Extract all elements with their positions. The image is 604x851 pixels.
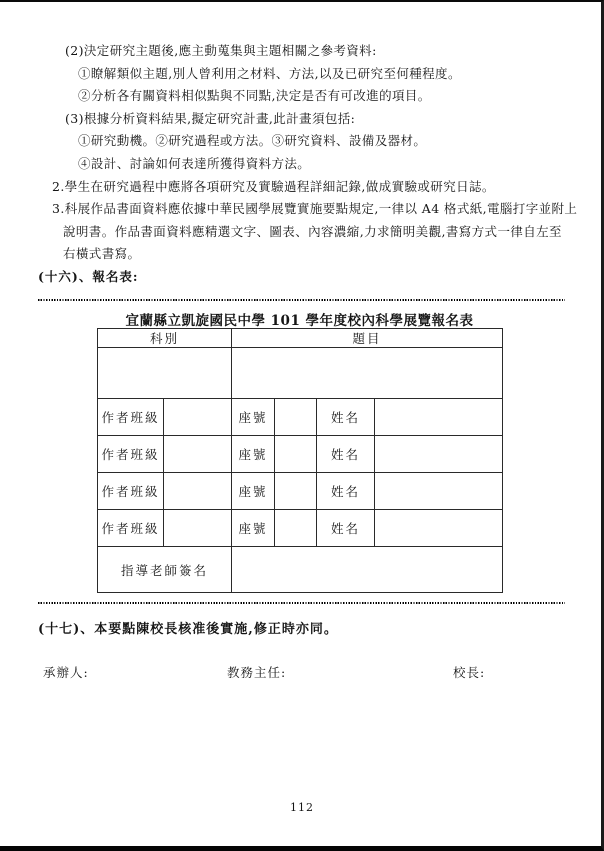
section16-heading: (十六)、報名表: bbox=[38, 268, 139, 284]
dotted-separator-top bbox=[38, 299, 565, 301]
name-blank-cell bbox=[375, 510, 503, 547]
seat-label-cell: 座號 bbox=[232, 510, 275, 547]
name-label-cell: 姓名 bbox=[317, 436, 375, 473]
author-row-1 bbox=[98, 399, 503, 436]
name-blank-cell bbox=[375, 473, 503, 510]
body-line: 右橫式書寫。 bbox=[63, 246, 141, 262]
topic-blank-cell bbox=[232, 348, 503, 399]
seat-label-cell: 座號 bbox=[232, 399, 275, 436]
seat-label-cell: 座號 bbox=[232, 436, 275, 473]
author-row-2 bbox=[98, 436, 503, 473]
body-line: 2.學生在研究過程中應將各項研究及實驗過程詳細記錄,做成實驗或研究日誌。 bbox=[52, 178, 495, 194]
signoff-row bbox=[0, 663, 604, 683]
seat-blank-cell bbox=[275, 436, 317, 473]
class-label-cell: 作者班級 bbox=[98, 436, 164, 473]
page-number: 112 bbox=[290, 801, 314, 814]
name-label-cell: 姓名 bbox=[317, 399, 375, 436]
name-blank-cell bbox=[375, 399, 503, 436]
seat-label-cell: 座號 bbox=[232, 473, 275, 510]
seat-blank-cell bbox=[275, 510, 317, 547]
author-row-4 bbox=[98, 510, 503, 547]
name-label-cell: 姓名 bbox=[317, 510, 375, 547]
principal-label: 校長: bbox=[453, 665, 486, 680]
class-blank-cell bbox=[164, 399, 232, 436]
undertaker-label: 承辦人: bbox=[43, 665, 89, 680]
class-label-cell: 作者班級 bbox=[98, 510, 164, 547]
body-line: ④設計、討論如何表達所獲得資料方法。 bbox=[78, 155, 311, 171]
class-blank-cell bbox=[164, 436, 232, 473]
name-blank-cell bbox=[375, 436, 503, 473]
registration-form-table bbox=[97, 328, 503, 593]
section17-heading: (十七)、本要點陳校長核准後實施,修正時亦同。 bbox=[38, 622, 338, 637]
body-line: (3)根據分析資料結果,擬定研究計畫,此計畫須包括: bbox=[65, 110, 356, 126]
name-label-cell: 姓名 bbox=[317, 473, 375, 510]
class-label-cell: 作者班級 bbox=[98, 473, 164, 510]
body-line: 3.科展作品書面資料應依據中華民國學展覽實施要點規定,一律以 A4 格式紙,電腦打字並附上 bbox=[52, 201, 578, 217]
class-blank-cell bbox=[164, 510, 232, 547]
author-row-3 bbox=[98, 473, 503, 510]
signature-label-cell: 指導老師簽名 bbox=[98, 547, 232, 593]
dean-label: 教務主任: bbox=[227, 665, 287, 680]
class-blank-cell bbox=[164, 473, 232, 510]
seat-blank-cell bbox=[275, 399, 317, 436]
body-line: 說明書。作品書面資料應精選文字、圖表、內容濃縮,力求簡明美觀,書寫方式一律自左至 bbox=[63, 223, 562, 239]
class-label-cell: 作者班級 bbox=[98, 399, 164, 436]
teacher-signature-row bbox=[98, 547, 503, 593]
seat-blank-cell bbox=[275, 473, 317, 510]
signature-blank-cell bbox=[232, 547, 503, 593]
body-line: ②分析各有關資料相似點與不同點,決定是否有可改進的項目。 bbox=[78, 88, 431, 104]
form-title: 宜蘭縣立凱旋國民中學 101 學年度校內科學展覽報名表 bbox=[125, 313, 474, 329]
dotted-separator-bottom bbox=[38, 602, 565, 604]
category-header-cell: 科別 bbox=[98, 329, 232, 348]
body-text-block bbox=[38, 40, 578, 289]
body-line: ①研究動機。②研究過程或方法。③研究資料、設備及器材。 bbox=[78, 133, 427, 149]
entry-row bbox=[98, 348, 503, 399]
category-blank-cell bbox=[98, 348, 232, 399]
body-line: (2)決定研究主題後,應主動蒐集與主題相關之參考資料: bbox=[65, 43, 377, 58]
header-row bbox=[98, 329, 503, 348]
topic-header-cell: 題目 bbox=[232, 329, 503, 348]
body-line: ①瞭解類似主題,別人曾利用之材料、方法,以及已研究至何種程度。 bbox=[78, 65, 461, 81]
